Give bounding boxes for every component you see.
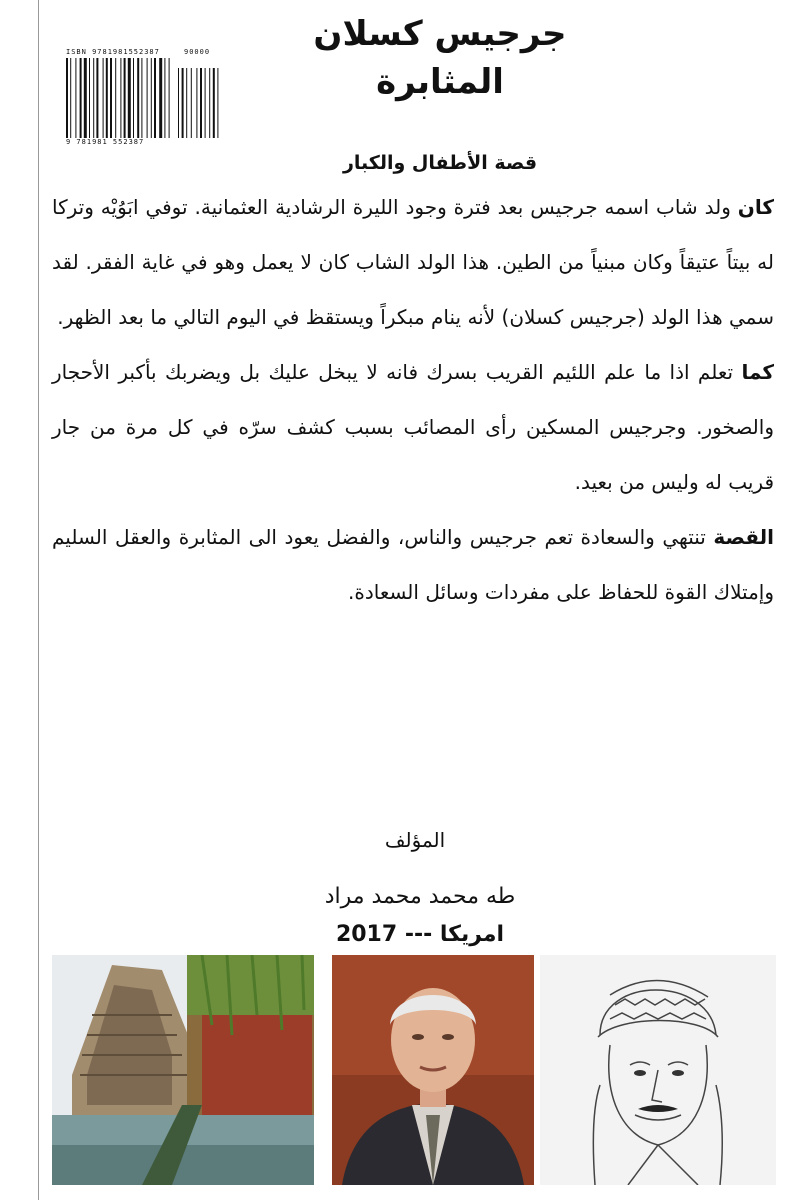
- book-title: المثابرة: [376, 62, 504, 102]
- place-and-year: امريكا --- 2017: [335, 922, 505, 947]
- landscape-painting-image: [52, 955, 314, 1185]
- story-paragraph-3: [52, 510, 774, 620]
- paragraph-lead-word: كان: [737, 195, 774, 219]
- paragraph-body: ولد شاب اسمه جرجيس بعد فترة وجود الليرة الرشادية العثمانية. توفي ابَوُيْه وتركا له بيتاً عتيقاً وكان مبنياً من الطين. هذا الولد الشاب كان لا يعمل وهو في غاية الفقر. لقد سمي هذا الولد (جرجيس كسلان) لأنه ينام مبكراً ويستقظ في اليوم التالي ما بعد الظهر.: [52, 195, 774, 329]
- author-name: طه محمد محمد مراد: [324, 884, 516, 909]
- author-photo-image: [332, 955, 534, 1185]
- spine-line: [38, 0, 39, 1200]
- paragraph-body: تنتهي والسعادة تعم جرجيس والناس، والفضل يعود الى المثابرة والعقل السليم وإمتلاك القوة للحفاظ على مفردات وسائل السعادة.: [52, 525, 774, 604]
- barcode-price-code: 90000: [184, 48, 211, 56]
- story-text: [52, 180, 774, 620]
- author-label: المؤلف: [384, 828, 446, 852]
- book-subtitle: قصة الأطفال والكبار: [342, 152, 538, 174]
- barcode-top-digits: [66, 48, 236, 56]
- author-title: جرجيس كسلان: [313, 14, 567, 54]
- isbn-barcode: [66, 48, 236, 148]
- barcode-isbn: ISBN 9781981552387: [66, 48, 160, 56]
- story-paragraph-1: [52, 180, 774, 345]
- paragraph-lead-word: كما: [741, 360, 774, 384]
- paragraph-body: تعلم اذا ما علم اللئيم القريب بسرك فانه لا يبخل عليك بل ويضربك بأكبر الأحجار والصخور. وجرجيس المسكين رأى المصائب بسبب كشف سرّه في كل مرة من جار قريب له وليس من بعيد.: [52, 360, 774, 494]
- paragraph-lead-word: القصة: [713, 525, 774, 549]
- story-paragraph-2: [52, 345, 774, 510]
- barcode-bottom-digits: 9 781981 552387: [66, 138, 145, 146]
- barcode-bars: [66, 58, 236, 138]
- character-sketch-image: [540, 955, 776, 1185]
